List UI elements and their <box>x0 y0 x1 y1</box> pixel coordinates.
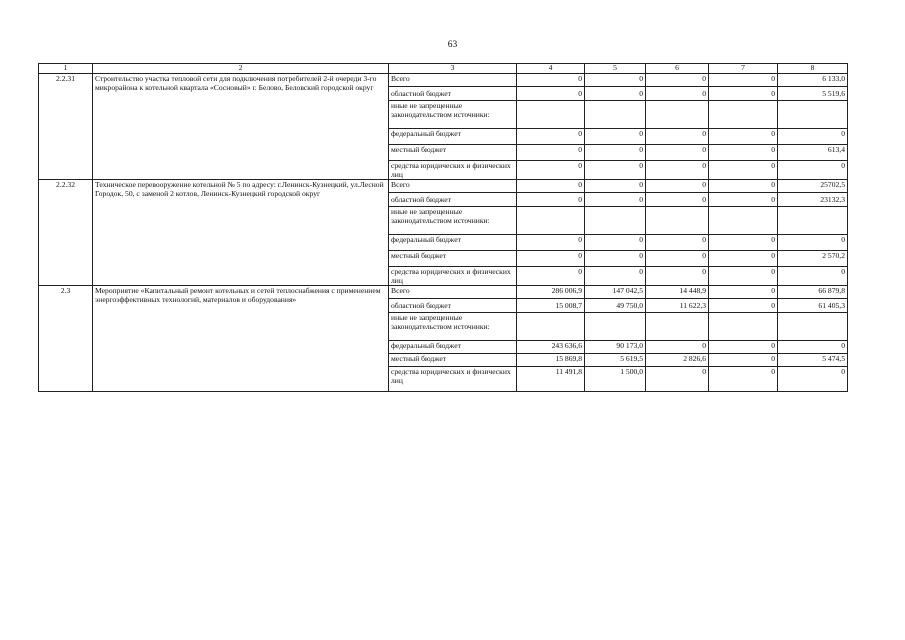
amount-cell: 23132,3 <box>778 193 848 207</box>
page-number: 63 <box>447 40 458 50</box>
funding-source-label: Всего <box>389 74 517 87</box>
amount-cell: 0 <box>646 87 709 101</box>
amount-cell: 1 500,0 <box>585 367 646 392</box>
funding-source-label: областной бюджет <box>389 87 517 101</box>
item-name: Строительство участка тепловой сети для подключения потребителей 2-й очереди 3-го микрорайона к котельной квартала «Сосновый» г. Белово, Беловский городской округ <box>93 74 389 180</box>
column-number: 2 <box>93 64 389 74</box>
row-total <box>39 180 848 193</box>
amount-cell <box>778 313 848 341</box>
amount-cell: 147 042,5 <box>585 286 646 299</box>
amount-cell: 0 <box>646 145 709 161</box>
amount-cell: 0 <box>646 74 709 87</box>
column-number: 7 <box>709 64 778 74</box>
amount-cell: 15 869,8 <box>517 354 585 367</box>
amount-cell: 0 <box>646 193 709 207</box>
amount-cell: 0 <box>585 161 646 180</box>
amount-cell: 0 <box>778 235 848 251</box>
amount-cell: 66 879,8 <box>778 286 848 299</box>
amount-cell <box>585 207 646 235</box>
column-number-row <box>39 64 848 74</box>
amount-cell: 0 <box>646 129 709 145</box>
amount-cell: 0 <box>585 180 646 193</box>
amount-cell <box>709 207 778 235</box>
column-number: 1 <box>39 64 93 74</box>
amount-cell: 0 <box>709 235 778 251</box>
funding-source-label: местный бюджет <box>389 354 517 367</box>
amount-cell: 11 491,8 <box>517 367 585 392</box>
amount-cell: 0 <box>709 341 778 354</box>
amount-cell: 0 <box>646 161 709 180</box>
amount-cell: 0 <box>517 193 585 207</box>
funding-source-label: федеральный бюджет <box>389 341 517 354</box>
funding-source-label: местный бюджет <box>389 251 517 267</box>
amount-cell: 2 570,2 <box>778 251 848 267</box>
amount-cell: 49 750,0 <box>585 299 646 313</box>
amount-cell <box>646 313 709 341</box>
column-number: 6 <box>646 64 709 74</box>
funding-source-label: местный бюджет <box>389 145 517 161</box>
funding-source-label: средства юридических и физических лиц <box>389 267 517 286</box>
amount-cell: 11 622,3 <box>646 299 709 313</box>
amount-cell: 0 <box>709 129 778 145</box>
column-number: 8 <box>778 64 848 74</box>
amount-cell: 0 <box>517 251 585 267</box>
amount-cell: 0 <box>585 145 646 161</box>
amount-cell <box>585 313 646 341</box>
funding-source-label: федеральный бюджет <box>389 129 517 145</box>
amount-cell: 0 <box>585 129 646 145</box>
funding-source-label: областной бюджет <box>389 193 517 207</box>
amount-cell <box>778 207 848 235</box>
amount-cell <box>585 101 646 129</box>
amount-cell: 61 405,3 <box>778 299 848 313</box>
funding-source-label: Всего <box>389 286 517 299</box>
amount-cell: 0 <box>517 161 585 180</box>
amount-cell: 0 <box>646 235 709 251</box>
funding-source-label: Всего <box>389 180 517 193</box>
amount-cell: 0 <box>517 87 585 101</box>
amount-cell: 90 173,0 <box>585 341 646 354</box>
amount-cell: 0 <box>585 235 646 251</box>
funding-source-label: областной бюджет <box>389 299 517 313</box>
budget-table <box>38 63 848 392</box>
amount-cell: 6 133,0 <box>778 74 848 87</box>
amount-cell: 0 <box>517 129 585 145</box>
amount-cell: 0 <box>709 180 778 193</box>
amount-cell: 25702,5 <box>778 180 848 193</box>
amount-cell: 0 <box>646 180 709 193</box>
column-number: 3 <box>389 64 517 74</box>
amount-cell: 0 <box>646 341 709 354</box>
amount-cell: 0 <box>585 74 646 87</box>
amount-cell: 0 <box>778 267 848 286</box>
amount-cell <box>646 207 709 235</box>
amount-cell: 0 <box>709 286 778 299</box>
amount-cell: 0 <box>709 74 778 87</box>
amount-cell: 0 <box>709 145 778 161</box>
funding-source-label: иные не запрещенные законодательством источники: <box>389 101 517 129</box>
amount-cell: 0 <box>517 267 585 286</box>
amount-cell: 0 <box>778 367 848 392</box>
amount-cell: 0 <box>778 161 848 180</box>
amount-cell <box>646 101 709 129</box>
funding-source-label: иные не запрещенные законодательством источники: <box>389 313 517 341</box>
amount-cell: 0 <box>709 354 778 367</box>
amount-cell: 14 448,9 <box>646 286 709 299</box>
item-name: Техническое перевооружение котельной № 5 по адресу: г.Ленинск-Кузнецкий, ул.Лесной Городок, 50, с заменой 2 котлов, Ленинск-Кузнецкий городской округ <box>93 180 389 286</box>
amount-cell <box>517 207 585 235</box>
amount-cell: 0 <box>517 235 585 251</box>
column-number: 4 <box>517 64 585 74</box>
amount-cell: 0 <box>585 87 646 101</box>
item-code: 2.3 <box>39 286 93 392</box>
amount-cell: 0 <box>709 193 778 207</box>
amount-cell: 5 474,5 <box>778 354 848 367</box>
amount-cell: 0 <box>517 145 585 161</box>
funding-source-label: иные не запрещенные законодательством источники: <box>389 207 517 235</box>
amount-cell <box>517 101 585 129</box>
item-name: Мероприятие «Капитальный ремонт котельных и сетей теплоснабжения с применением энергоэффективных технологий, материалов и оборудования» <box>93 286 389 392</box>
amount-cell: 0 <box>646 367 709 392</box>
amount-cell: 0 <box>778 129 848 145</box>
amount-cell: 286 006,9 <box>517 286 585 299</box>
item-code: 2.2.31 <box>39 74 93 180</box>
amount-cell: 0 <box>709 251 778 267</box>
amount-cell: 0 <box>778 341 848 354</box>
funding-source-label: средства юридических и физических лиц <box>389 367 517 392</box>
row-total <box>39 286 848 299</box>
amount-cell: 0 <box>709 87 778 101</box>
amount-cell: 0 <box>709 267 778 286</box>
amount-cell: 5 619,5 <box>585 354 646 367</box>
amount-cell <box>709 313 778 341</box>
amount-cell: 613,4 <box>778 145 848 161</box>
item-code: 2.2.32 <box>39 180 93 286</box>
column-number: 5 <box>585 64 646 74</box>
amount-cell: 0 <box>709 161 778 180</box>
amount-cell <box>709 101 778 129</box>
amount-cell <box>778 101 848 129</box>
amount-cell: 0 <box>646 267 709 286</box>
amount-cell: 5 519,6 <box>778 87 848 101</box>
amount-cell: 0 <box>585 193 646 207</box>
amount-cell: 0 <box>646 251 709 267</box>
amount-cell: 2 826,6 <box>646 354 709 367</box>
amount-cell: 0 <box>709 367 778 392</box>
amount-cell: 0 <box>517 74 585 87</box>
amount-cell: 15 008,7 <box>517 299 585 313</box>
amount-cell: 0 <box>517 180 585 193</box>
amount-cell: 0 <box>709 299 778 313</box>
amount-cell <box>517 313 585 341</box>
funding-source-label: федеральный бюджет <box>389 235 517 251</box>
amount-cell: 0 <box>585 267 646 286</box>
row-total <box>39 74 848 87</box>
amount-cell: 243 636,6 <box>517 341 585 354</box>
amount-cell: 0 <box>585 251 646 267</box>
funding-source-label: средства юридических и физических лиц <box>389 161 517 180</box>
